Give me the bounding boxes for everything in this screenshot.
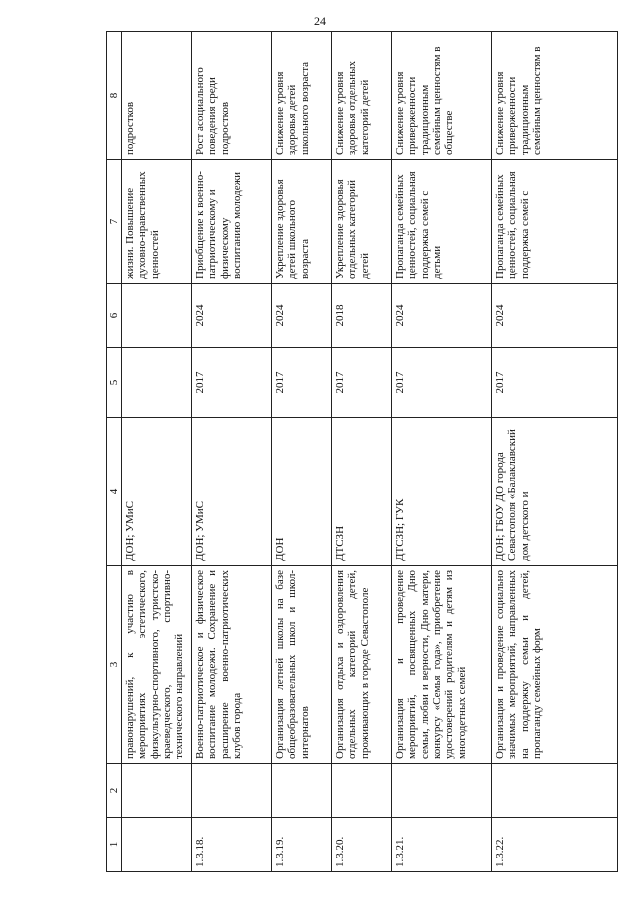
event-cell: Организация отдыха и оздоровления отдельных категорий детей, проживающих в городе Севастополе (332, 566, 392, 764)
cell-col2 (332, 764, 392, 818)
table-row (492, 32, 618, 872)
program-table (106, 31, 618, 872)
result-cell: Укрепление здоровья отдельных категорий детей (332, 160, 392, 284)
row-number: 1.3.19. (272, 818, 332, 872)
executor-cell: ДТСЗН; ГУК (392, 418, 492, 566)
end-year-cell: 2024 (392, 284, 492, 348)
result-cell: Пропаганда семейных ценностей, социальная поддержка семей с детьми (392, 160, 492, 284)
executor-cell: ДТСЗН (332, 418, 392, 566)
cell-col2 (192, 764, 272, 818)
end-year-cell: 2018 (332, 284, 392, 348)
cell-col2 (392, 764, 492, 818)
cell-col2 (492, 764, 618, 818)
table-rotated-container (106, 32, 618, 872)
event-cell: Организация и проведение социально значимых мероприятий, направленных на поддержку семьи и детей, пропаганду семейных форм (492, 566, 618, 764)
problem-cell: Снижение уровня приверженности традиционным семейным ценностям в обществе (392, 32, 492, 160)
end-year-cell: 2024 (272, 284, 332, 348)
row-number (122, 818, 192, 872)
executor-cell: ДОН; ГБОУ ДО города Севастополя «Балаклавский дом детского и (492, 418, 618, 566)
problem-cell: Снижение уровня здоровья отдельных категорий детей (332, 32, 392, 160)
col-header-2: 2 (107, 764, 122, 818)
start-year-cell: 2017 (272, 348, 332, 418)
start-year-cell: 2017 (332, 348, 392, 418)
page-number: 24 (314, 14, 326, 28)
col-header-4: 4 (107, 418, 122, 566)
cell-col2 (272, 764, 332, 818)
col-header-7: 7 (107, 160, 122, 284)
table-row (192, 32, 272, 872)
event-cell: Организация летней школы на базе общеобразовательных школ и школ-интернатов (272, 566, 332, 764)
col-header-1: 1 (107, 818, 122, 872)
problem-cell: подростков (122, 32, 192, 160)
col-header-6: 6 (107, 284, 122, 348)
row-number: 1.3.22. (492, 818, 618, 872)
row-number: 1.3.21. (392, 818, 492, 872)
result-cell: жизни. Повышение духовно-нравственных ценностей (122, 160, 192, 284)
event-cell: правонарушений, к участию в мероприятиях эстетического, физкультурно-спортивного, туристско-краеведческого, спортивно-технического направлений (122, 566, 192, 764)
result-cell: Укрепление здоровья детей школьного возраста (272, 160, 332, 284)
cell-col2 (122, 764, 192, 818)
col-header-8: 8 (107, 32, 122, 160)
result-cell: Приобщение к военно-патриотическому и физическому воспитанию молодежи (192, 160, 272, 284)
executor-cell: ДОН; УМиС (192, 418, 272, 566)
start-year-cell (122, 348, 192, 418)
row-number: 1.3.20. (332, 818, 392, 872)
table-row (272, 32, 332, 872)
event-cell: Организация и проведение мероприятий, посвященных Дню семьи, любви и верности, Дню матери, конкурсу «Семья года», приобретение удостоверений родителям и детям из многодетных семей (392, 566, 492, 764)
result-cell: Пропаганда семейных ценностей, социальная поддержка семей с (492, 160, 618, 284)
col-header-5: 5 (107, 348, 122, 418)
table-row (122, 32, 192, 872)
event-cell: Военно-патриотическое и физическое воспитание молодежи. Сохранение и расширение военно-патриотических клубов города (192, 566, 272, 764)
start-year-cell: 2017 (392, 348, 492, 418)
problem-cell: Снижение уровня здоровья детей школьного возраста (272, 32, 332, 160)
executor-cell: ДОН; УМиС (122, 418, 192, 566)
problem-cell: Снижение уровня приверженности традиционным семейным ценностям в (492, 32, 618, 160)
col-header-3: 3 (107, 566, 122, 764)
executor-cell: ДОН (272, 418, 332, 566)
problem-cell: Рост асоциального поведения среди подростков (192, 32, 272, 160)
start-year-cell: 2017 (492, 348, 618, 418)
end-year-cell: 2024 (492, 284, 618, 348)
end-year-cell (122, 284, 192, 348)
row-number: 1.3.18. (192, 818, 272, 872)
table-row (332, 32, 392, 872)
end-year-cell: 2024 (192, 284, 272, 348)
table-row (392, 32, 492, 872)
start-year-cell: 2017 (192, 348, 272, 418)
column-numbers-row (107, 32, 122, 872)
